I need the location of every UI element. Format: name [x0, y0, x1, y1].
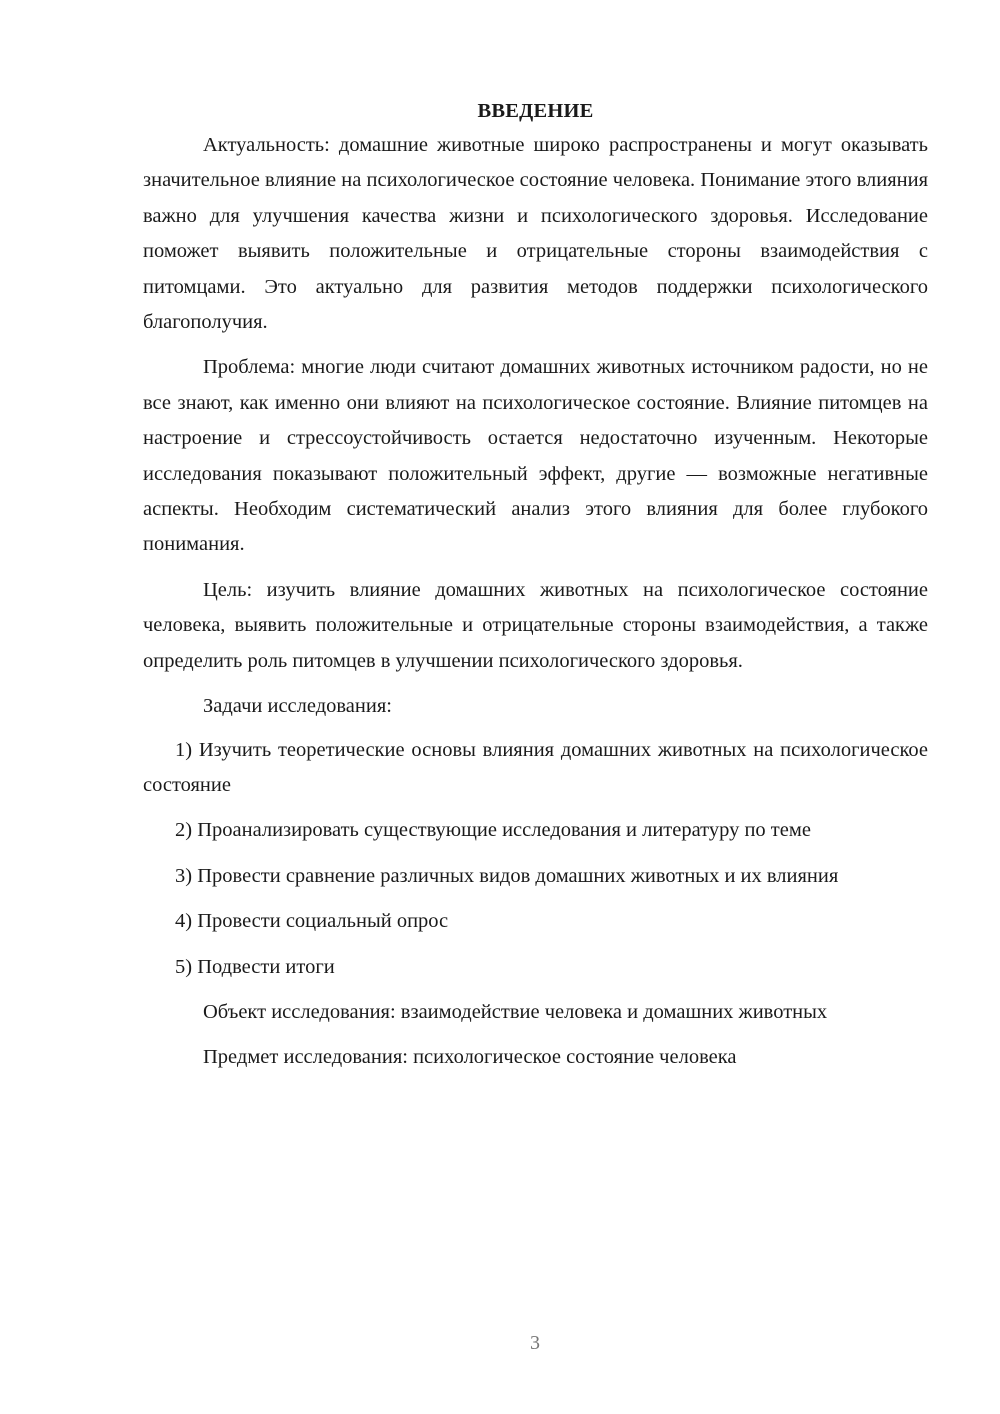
task-item: 1) Изучить теоретические основы влияния домашних животных на психологическое состояние	[143, 738, 928, 796]
research-object-paragraph: Объект исследования: взаимодействие человека и домашних животных	[203, 1000, 828, 1023]
relevance-paragraph: Актуальность: домашние животные широко распространены и могут оказывать значительное влияние на психологическое состояние человека. Понимание этого влияния важно для улучшения качества жизни и психологического здоровья. Исследование поможет выявить положительные и отрицательные стороны взаимодействия с питомцами. Это актуально для развития методов поддержки психологического благополучия.	[143, 134, 928, 334]
goal-paragraph: Цель: изучить влияние домашних животных на психологическое состояние человека, выявить положительные и отрицательные стороны взаимодействия, а также определить роль питомцев в улучшении психологического здоровья.	[143, 578, 928, 672]
page-content	[143, 96, 928, 1086]
task-item: 2) Проанализировать существующие исследования и литературу по теме	[175, 819, 811, 842]
tasks-heading: Задачи исследования:	[203, 695, 392, 718]
section-title: ВВЕДЕНИЕ	[477, 100, 594, 122]
page-number: 3	[530, 1332, 540, 1354]
problem-paragraph: Проблема: многие люди считают домашних животных источником радости, но не все знают, как именно они влияют на психологическое состояние. Влияние питомцев на настроение и стрессоустойчивость остается недостаточно изученным. Некоторые исследования показывают положительный эффект, другие — возможные негативные аспекты. Необходим систематический анализ этого влияния для более глубокого понимания.	[143, 356, 928, 556]
research-subject-paragraph: Предмет исследования: психологическое состояние человека	[203, 1046, 737, 1069]
task-item: 5) Подвести итоги	[175, 955, 335, 978]
task-item: 3) Провести сравнение различных видов домашних животных и их влияния	[175, 864, 839, 887]
task-item: 4) Провести социальный опрос	[175, 910, 449, 933]
